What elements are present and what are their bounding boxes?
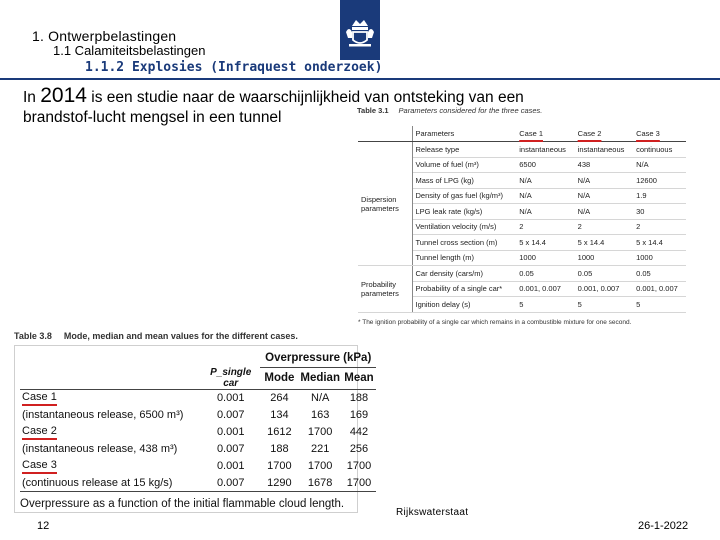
mean-value: 169 xyxy=(349,409,369,421)
case-description: (instantaneous release, 438 m³) xyxy=(22,443,178,455)
table-cell: 0.05 xyxy=(633,266,686,282)
table-cell: Car density (cars/m) xyxy=(412,266,516,282)
mean-value: 188 xyxy=(342,390,376,407)
mode-value: 264 xyxy=(260,390,298,407)
table-cell: Volume of fuel (m³) xyxy=(412,157,516,173)
median-value: 1678 xyxy=(307,476,333,489)
table-cell: 12600 xyxy=(633,173,686,189)
table-row xyxy=(20,458,376,475)
group-cell-blank xyxy=(358,126,412,142)
col-header-mean: Mean xyxy=(344,372,374,385)
table-row xyxy=(20,407,376,424)
page-number: 12 xyxy=(37,520,50,532)
p-value: 0.007 xyxy=(216,476,245,489)
table-row xyxy=(20,424,376,441)
table-cell: 5 xyxy=(575,297,633,313)
col-header-case-3: Case 3 xyxy=(633,126,686,142)
rijkswaterstaat-crest-logo xyxy=(340,0,380,60)
p-value: 0.001 xyxy=(216,460,245,472)
case-label xyxy=(20,424,201,441)
p-value: 0.001 xyxy=(201,390,261,407)
table-cell: 5 xyxy=(633,297,686,313)
table-cell: N/A xyxy=(516,188,574,204)
table-cell: 0.001, 0.007 xyxy=(516,281,574,297)
blank-cell xyxy=(201,350,261,367)
intro-year: 2014 xyxy=(40,84,87,107)
slide-header xyxy=(0,0,720,78)
table-cell: 6500 xyxy=(516,157,574,173)
mean-value: 1700 xyxy=(346,460,372,472)
table-cell: Density of gas fuel (kg/m³) xyxy=(412,188,516,204)
col-header-case-2: Case 2 xyxy=(575,126,633,142)
case-description: (instantaneous release, 6500 m³) xyxy=(22,409,184,421)
intro-rest: is een studie naar de waarschijnlijkheid van ontsteking van een brandstof-lucht mengsel in een tunnel xyxy=(23,89,524,126)
table-cell: Tunnel cross section (m) xyxy=(412,235,516,251)
median-value: N/A xyxy=(298,390,342,407)
table-row xyxy=(20,475,376,492)
table-cell: 0.001, 0.007 xyxy=(633,281,686,297)
group-header-overpressure: Overpressure (kPa) xyxy=(260,350,376,367)
table-row xyxy=(358,266,686,282)
mode-value: 188 xyxy=(270,443,289,455)
group-header-row xyxy=(20,350,376,367)
table-3-8-number: Table 3.8 xyxy=(14,331,52,341)
table-cell: instantaneous xyxy=(575,142,633,158)
table-cell: Tunnel length (m) xyxy=(412,250,516,266)
table-cell: 1000 xyxy=(516,250,574,266)
mode-value: 1700 xyxy=(267,460,292,472)
table-cell: Probability of a single car* xyxy=(412,281,516,297)
median-value: 163 xyxy=(310,409,330,421)
table-3-1-title: Parameters considered for the three cases. xyxy=(398,106,543,115)
table-cell: continuous xyxy=(633,142,686,158)
table-cell: 2 xyxy=(575,219,633,235)
p-value: 0.007 xyxy=(216,443,245,455)
table-cell: 0.05 xyxy=(575,266,633,282)
col-header-p-single-car: P_single car xyxy=(210,367,252,389)
case-description: (continuous release at 15 kg/s) xyxy=(22,476,173,489)
col-header-row xyxy=(20,367,376,390)
table-3-1-footnote: * The ignition probability of a single car which remains in a combustible mixture for one second. xyxy=(358,319,632,326)
table-cell: instantaneous xyxy=(516,142,574,158)
group-label-probability: Probability parameters xyxy=(358,266,412,313)
table-row xyxy=(358,142,686,158)
slide-date: 26-1-2022 xyxy=(638,520,689,532)
table-cell: 5 xyxy=(516,297,574,313)
median-value: 221 xyxy=(310,443,330,455)
mean-value: 1700 xyxy=(346,476,372,489)
table-cell: Ignition delay (s) xyxy=(412,297,516,313)
case-label xyxy=(20,458,201,475)
header-divider xyxy=(0,78,720,80)
table-cell: Mass of LPG (kg) xyxy=(412,173,516,189)
brand-name: Rijkswaterstaat xyxy=(396,507,469,518)
mode-value: 134 xyxy=(270,409,289,421)
col-header-mode: Mode xyxy=(264,372,295,385)
table-cell: 1.9 xyxy=(633,188,686,204)
median-value: 1700 xyxy=(307,426,333,438)
table-3-8-title: Mode, median and mean values for the different cases. xyxy=(63,331,298,341)
table-cell: 2 xyxy=(516,219,574,235)
table-3-1-number: Table 3.1 xyxy=(357,106,389,115)
table-cell: 1000 xyxy=(575,250,633,266)
table-cell: 30 xyxy=(633,204,686,220)
table-cell: N/A xyxy=(516,173,574,189)
p-value: 0.007 xyxy=(216,409,245,421)
slide-title: 1.1.2 Explosies (Infraquest onderzoek) xyxy=(85,60,383,75)
overpressure-table xyxy=(20,350,376,492)
table-cell: 0.05 xyxy=(516,266,574,282)
blank-cell xyxy=(20,350,201,367)
mode-value: 1290 xyxy=(267,476,292,489)
table-row xyxy=(20,390,376,407)
parameters-table xyxy=(358,126,686,313)
breadcrumb-level-1: 1. Ontwerpbelastingen xyxy=(32,28,177,44)
case-3-label: Case 3 xyxy=(22,459,57,474)
table-cell: LPG leak rate (kg/s) xyxy=(412,204,516,220)
table-cell: 5 x 14.4 xyxy=(516,235,574,251)
col-header-parameters: Parameters xyxy=(412,126,516,142)
case-1-label: Case 1 xyxy=(22,391,57,406)
col-header-median: Median xyxy=(300,372,340,385)
mode-value: 1612 xyxy=(267,426,292,438)
case-2-label: Case 2 xyxy=(22,425,57,440)
table-cell: N/A xyxy=(516,204,574,220)
p-value: 0.001 xyxy=(216,426,245,438)
table-cell: 5 x 14.4 xyxy=(575,235,633,251)
table-cell: Release type xyxy=(412,142,516,158)
table-cell: 1000 xyxy=(633,250,686,266)
table-row xyxy=(20,441,376,458)
table-3-8-caption xyxy=(14,331,310,341)
intro-prefix: In xyxy=(23,89,41,106)
blank-cell xyxy=(20,367,201,390)
table-header-row xyxy=(358,126,686,142)
table-cell: 438 xyxy=(575,157,633,173)
table-3-8-subtitle: Overpressure as a function of the initial flammable cloud length. xyxy=(20,498,345,510)
table-cell: Ventilation velocity (m/s) xyxy=(412,219,516,235)
table-cell: N/A xyxy=(575,173,633,189)
table-cell: 0.001, 0.007 xyxy=(575,281,633,297)
table-cell: N/A xyxy=(575,188,633,204)
mean-value: 442 xyxy=(349,426,369,438)
group-label-dispersion: Dispersion parameters xyxy=(358,142,412,266)
table-cell: N/A xyxy=(633,157,686,173)
mean-value: 256 xyxy=(349,443,369,455)
breadcrumb-level-2: 1.1 Calamiteitsbelastingen xyxy=(53,43,206,58)
table-cell: N/A xyxy=(575,204,633,220)
table-cell: 2 xyxy=(633,219,686,235)
col-header-case-1: Case 1 xyxy=(516,126,574,142)
table-cell: 5 x 14.4 xyxy=(633,235,686,251)
table-3-1-caption xyxy=(357,106,542,115)
median-value: 1700 xyxy=(307,460,333,472)
case-label xyxy=(20,390,201,407)
